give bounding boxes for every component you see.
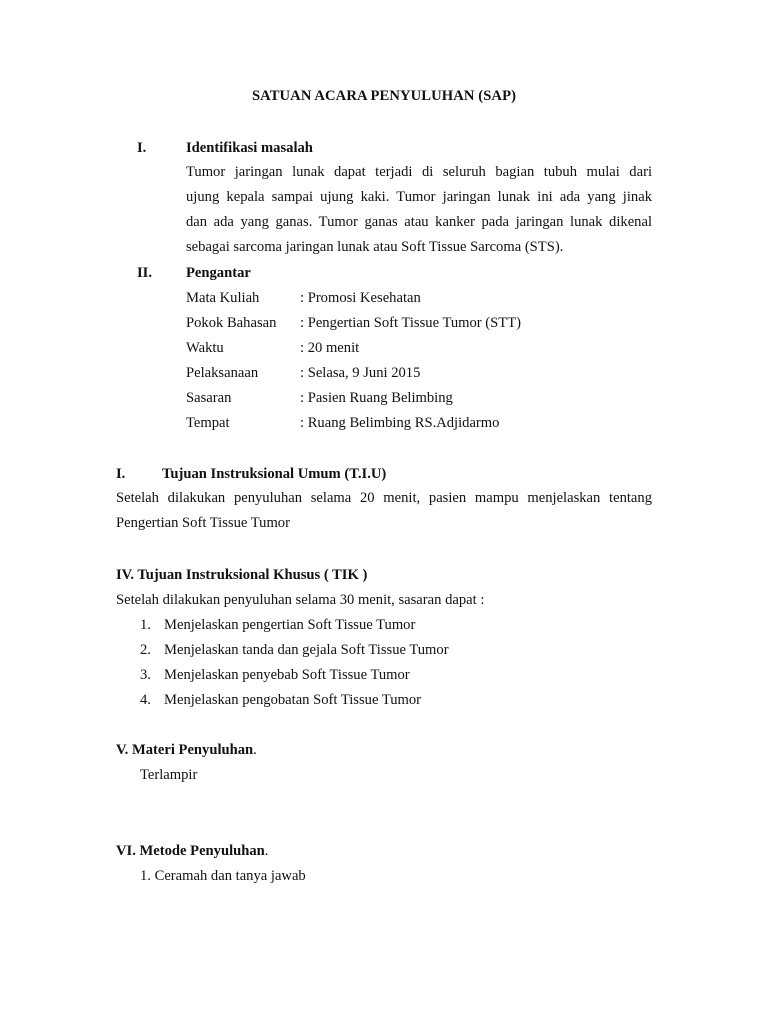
section-1-line: Tumor jaringan lunak dapat terjadi di seluruh bagian tubuh mulai dari [186,164,652,180]
section-5-heading-suffix: . [253,742,257,758]
section-3-number: I. [116,466,126,482]
info-value: : Selasa, 9 Juni 2015 [300,365,421,381]
document-title: SATUAN ACARA PENYULUHAN (SAP) [251,88,517,104]
info-key: Tempat [186,415,230,431]
list-number: 1. [140,617,151,633]
section-1-heading: Identifikasi masalah [186,140,313,156]
section-5-heading-line [116,742,257,759]
section-3-line: Pengertian Soft Tissue Tumor [116,515,290,531]
section-6-heading-line [116,843,268,860]
list-text: Menjelaskan tanda dan gejala Soft Tissue Tumor [164,642,449,658]
info-key: Mata Kuliah [186,290,260,306]
info-value: : Ruang Belimbing RS.Adjidarmo [300,415,500,431]
list-text: Menjelaskan penyebab Soft Tissue Tumor [164,667,410,683]
info-value: : Promosi Kesehatan [300,290,421,306]
section-4-intro: Setelah dilakukan penyuluhan selama 30 menit, sasaran dapat : [116,592,485,608]
section-3-line: Setelah dilakukan penyuluhan selama 20 menit, pasien mampu menjelaskan tentang [116,490,652,506]
section-1-number: I. [137,140,147,156]
info-key: Pokok Bahasan [186,315,277,331]
section-1-line: sebagai sarcoma jaringan lunak atau Soft Tissue Sarcoma (STS). [186,239,564,255]
list-text: Menjelaskan pengertian Soft Tissue Tumor [164,617,416,633]
section-3-paragraph [116,486,652,536]
section-6-body: 1. Ceramah dan tanya jawab [140,868,306,884]
section-6-heading-suffix: . [264,843,269,859]
section-1-paragraph [186,160,652,260]
info-key: Pelaksanaan [186,365,259,381]
section-3-heading: Tujuan Instruksional Umum (T.I.U) [162,466,387,482]
list-number: 3. [140,667,151,683]
section-5-body: Terlampir [140,767,198,783]
info-value: : 20 menit [300,340,360,356]
list-number: 2. [140,642,151,658]
section-1-line: dan ada yang ganas. Tumor ganas atau kanker pada jaringan lunak dikenal [186,214,652,230]
section-1-line: ujung kepala sampai ujung kaki. Tumor jaringan lunak ini ada yang jinak [186,189,652,205]
list-text: Menjelaskan pengobatan Soft Tissue Tumor [164,692,422,708]
info-key: Sasaran [186,390,232,406]
info-value: : Pasien Ruang Belimbing [300,390,453,406]
section-2-heading: Pengantar [186,265,251,281]
info-key: Waktu [186,340,224,356]
list-number: 4. [140,692,151,708]
section-2-number: II. [137,265,153,281]
section-6-heading: VI. Metode Penyuluhan [116,843,265,859]
info-value: : Pengertian Soft Tissue Tumor (STT) [300,315,521,331]
section-4-heading: IV. Tujuan Instruksional Khusus ( TIK ) [116,567,368,583]
section-5-heading: V. Materi Penyuluhan [116,742,254,758]
